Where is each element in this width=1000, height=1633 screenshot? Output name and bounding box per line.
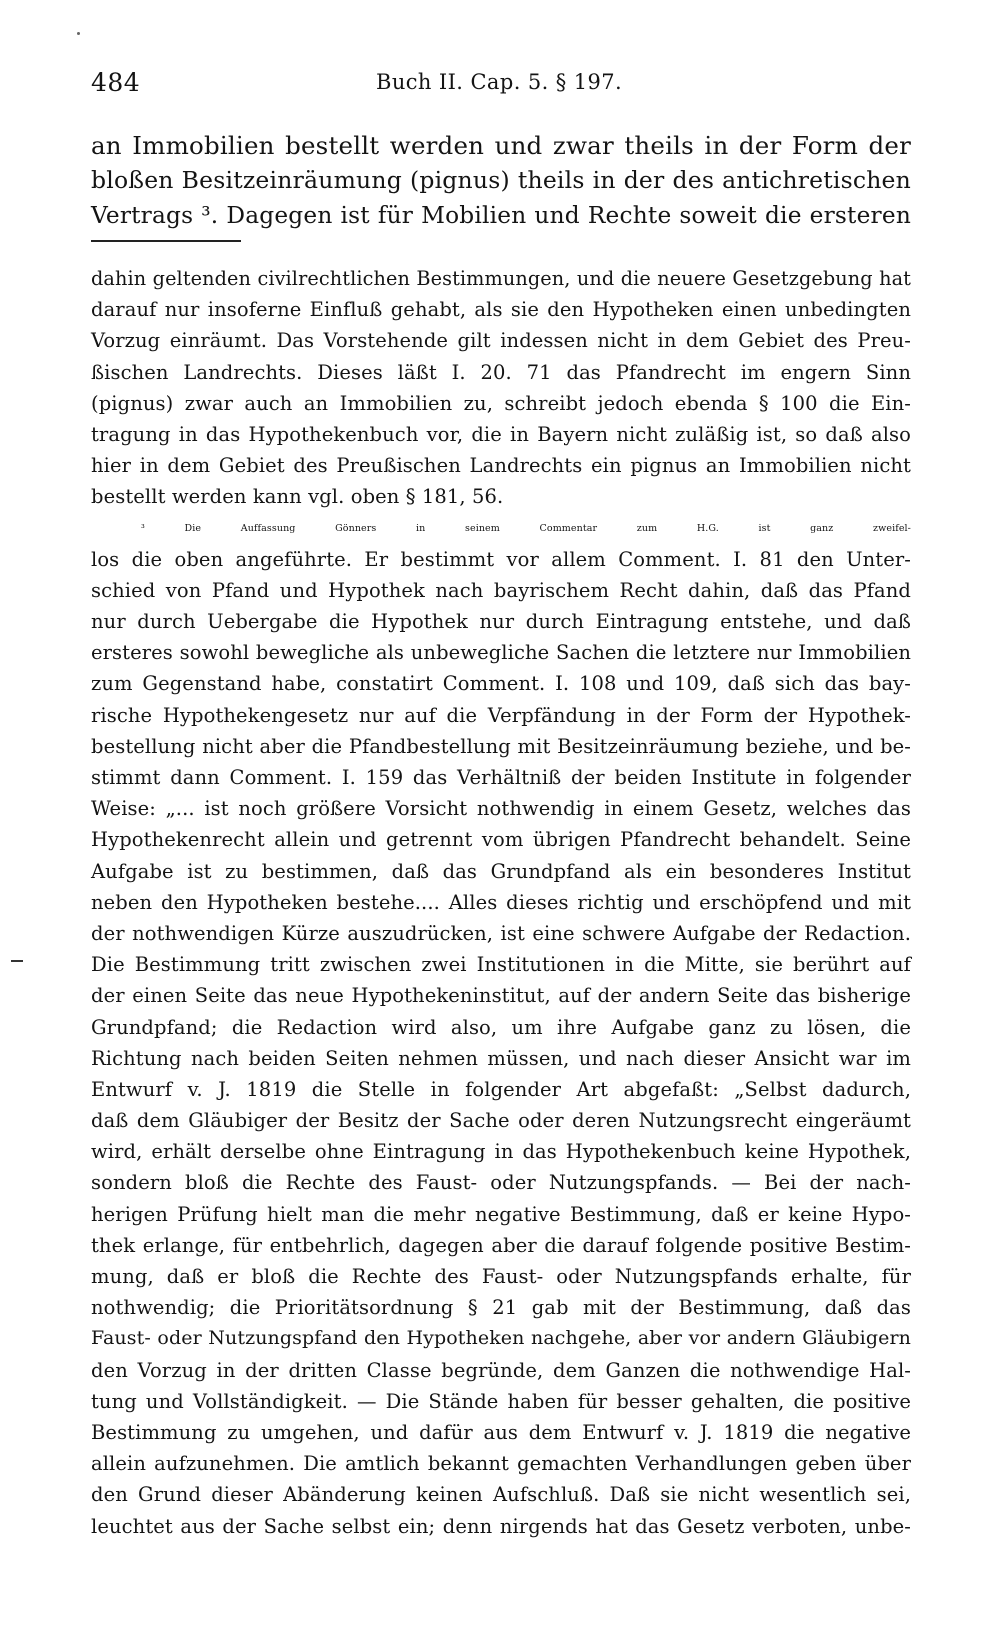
- footnote-line: bestellung nicht aber die Pfandbestellung mit Besitzeinräumung beziehe, und be-: [91, 734, 911, 758]
- footnote-line: leuchtet aus der Sache selbst ein; denn nirgends hat das Gesetz verboten, unbe-: [91, 1514, 911, 1538]
- footnote-line: herigen Prüfung hielt man die mehr negative Bestimmung, daß er keine Hypo-: [91, 1202, 911, 1226]
- footnote-line: ³ Die Auffassung Gönners in seinem Commentar zum H.G. ist ganz zweifel-: [141, 522, 911, 534]
- footnote-line: bestellt werden kann vgl. oben § 181, 56.: [91, 485, 504, 509]
- footnote-line: Faust- oder Nutzungspfand den Hypotheken nachgehe, aber vor andern Gläubigern: [91, 1327, 911, 1350]
- footnote-line: neben den Hypotheken bestehe.... Alles dieses richtig und erschöpfend und mit: [91, 890, 911, 914]
- footnote-line: Grundpfand; die Redaction wird also, um ihre Aufgabe ganz zu lösen, die: [91, 1015, 911, 1039]
- footnote-line: thek erlange, für entbehrlich, dagegen aber die darauf folgende positive Bestim-: [91, 1233, 911, 1257]
- footnote-line: ßischen Landrechts. Dieses läßt I. 20. 71 das Pfandrecht im engern Sinn: [91, 360, 911, 384]
- footnote-line: rische Hypothekengesetz nur auf die Verpfändung in der Form der Hypothek-: [91, 703, 911, 727]
- footnote-line: Die Bestimmung tritt zwischen zwei Institutionen in die Mitte, sie berührt auf: [91, 953, 911, 977]
- footnotes: [91, 263, 911, 1542]
- paper-speck: [77, 32, 80, 35]
- footnote-line: (pignus) zwar auch an Immobilien zu, schreibt jedoch ebenda § 100 die Ein-: [91, 391, 911, 415]
- footnote-line: zum Gegenstand habe, constatirt Comment. I. 108 und 109, daß sich das bay-: [91, 672, 911, 696]
- footnote-line: Hypothekenrecht allein und getrennt vom übrigen Pfandrecht behandelt. Seine: [91, 828, 911, 852]
- main-text-line: bloßen Besitzeinräumung (pignus) theils in der des antichretischen: [91, 166, 911, 194]
- main-text-line: Vertrags ³. Dagegen ist für Mobilien und Rechte soweit die ersteren: [91, 202, 911, 229]
- footnote-line: wird, erhält derselbe ohne Eintragung in das Hypothekenbuch keine Hypothek,: [91, 1140, 911, 1164]
- footnote-line: ersteres sowohl bewegliche als unbewegliche Sachen die letztere nur Immobilien: [91, 641, 911, 665]
- footnote-line: Entwurf v. J. 1819 die Stelle in folgender Art abgefaßt: „Selbst dadurch,: [91, 1077, 911, 1101]
- page-number: 484: [91, 68, 141, 97]
- footnote-line: sondern bloß die Rechte des Faust- oder Nutzungspfands. — Bei der nach-: [91, 1171, 911, 1195]
- footnote-line: der nothwendigen Kürze auszudrücken, ist eine schwere Aufgabe der Redaction.: [91, 921, 911, 945]
- footnote-line: tragung in das Hypothekenbuch vor, die in Bayern nicht zuläßig ist, so daß also: [91, 422, 911, 446]
- footnote-line: Vorzug einräumt. Das Vorstehende gilt indessen nicht in dem Gebiet des Preu-: [91, 329, 911, 353]
- footnote-line: Bestimmung zu umgehen, und dafür aus dem Entwurf v. J. 1819 die negative: [91, 1420, 911, 1444]
- running-head: Buch II. Cap. 5. § 197.: [376, 70, 623, 94]
- footnote-line: hier in dem Gebiet des Preußischen Landrechts ein pignus an Immobilien nicht: [91, 454, 911, 478]
- footnote-line: der einen Seite das neue Hypothekeninstitut, auf der andern Seite das bisherige: [91, 984, 911, 1008]
- footnote-line: nur durch Uebergabe die Hypothek nur durch Eintragung entstehe, und daß: [91, 610, 911, 634]
- footnote-line: nothwendig; die Prioritätsordnung § 21 gab mit der Bestimmung, daß das: [91, 1296, 911, 1320]
- footnote-line: den Grund dieser Abänderung keinen Aufschluß. Daß sie nicht wesentlich sei,: [91, 1483, 911, 1507]
- footnote-line: tung und Vollständigkeit. — Die Stände haben für besser gehalten, die positive: [91, 1389, 911, 1413]
- footnote-line: dahin geltenden civilrechtlichen Bestimmungen, und die neuere Gesetzgebung hat: [91, 267, 911, 290]
- margin-mark: [11, 960, 23, 962]
- footnote-line: los die oben angeführte. Er bestimmt vor allem Comment. I. 81 den Unter-: [91, 547, 911, 571]
- footnote-line: stimmt dann Comment. I. 159 das Verhältniß der beiden Institute in folgender: [91, 766, 911, 789]
- main-text-line: an Immobilien bestellt werden und zwar theils in der Form der: [91, 131, 911, 160]
- footnote-separator-rule: [91, 240, 241, 242]
- footnote-line: schied von Pfand und Hypothek nach bayrischem Recht dahin, daß das Pfand: [91, 578, 911, 602]
- footnote-line: daß dem Gläubiger der Besitz der Sache oder deren Nutzungsrecht eingeräumt: [91, 1109, 911, 1133]
- footnote-line: mung, daß er bloß die Rechte des Faust- oder Nutzungspfands erhalte, für: [91, 1265, 911, 1288]
- footnote-line: darauf nur insoferne Einfluß gehabt, als sie den Hypotheken einen unbedingten: [91, 298, 911, 322]
- footnote-line: Richtung nach beiden Seiten nehmen müssen, und nach dieser Ansicht war im: [91, 1046, 911, 1070]
- footnote-line: den Vorzug in der dritten Classe begründe, dem Ganzen die nothwendige Hal-: [91, 1358, 911, 1382]
- footnote-line: Weise: „... ist noch größere Vorsicht nothwendig in einem Gesetz, welches das: [91, 797, 911, 821]
- page-header: [91, 68, 911, 108]
- footnote-line: allein aufzunehmen. Die amtlich bekannt gemachten Verhandlungen geben über: [91, 1452, 911, 1476]
- main-text: [91, 128, 911, 233]
- footnote-line: Aufgabe ist zu bestimmen, daß das Grundpfand als ein besonderes Institut: [91, 859, 911, 883]
